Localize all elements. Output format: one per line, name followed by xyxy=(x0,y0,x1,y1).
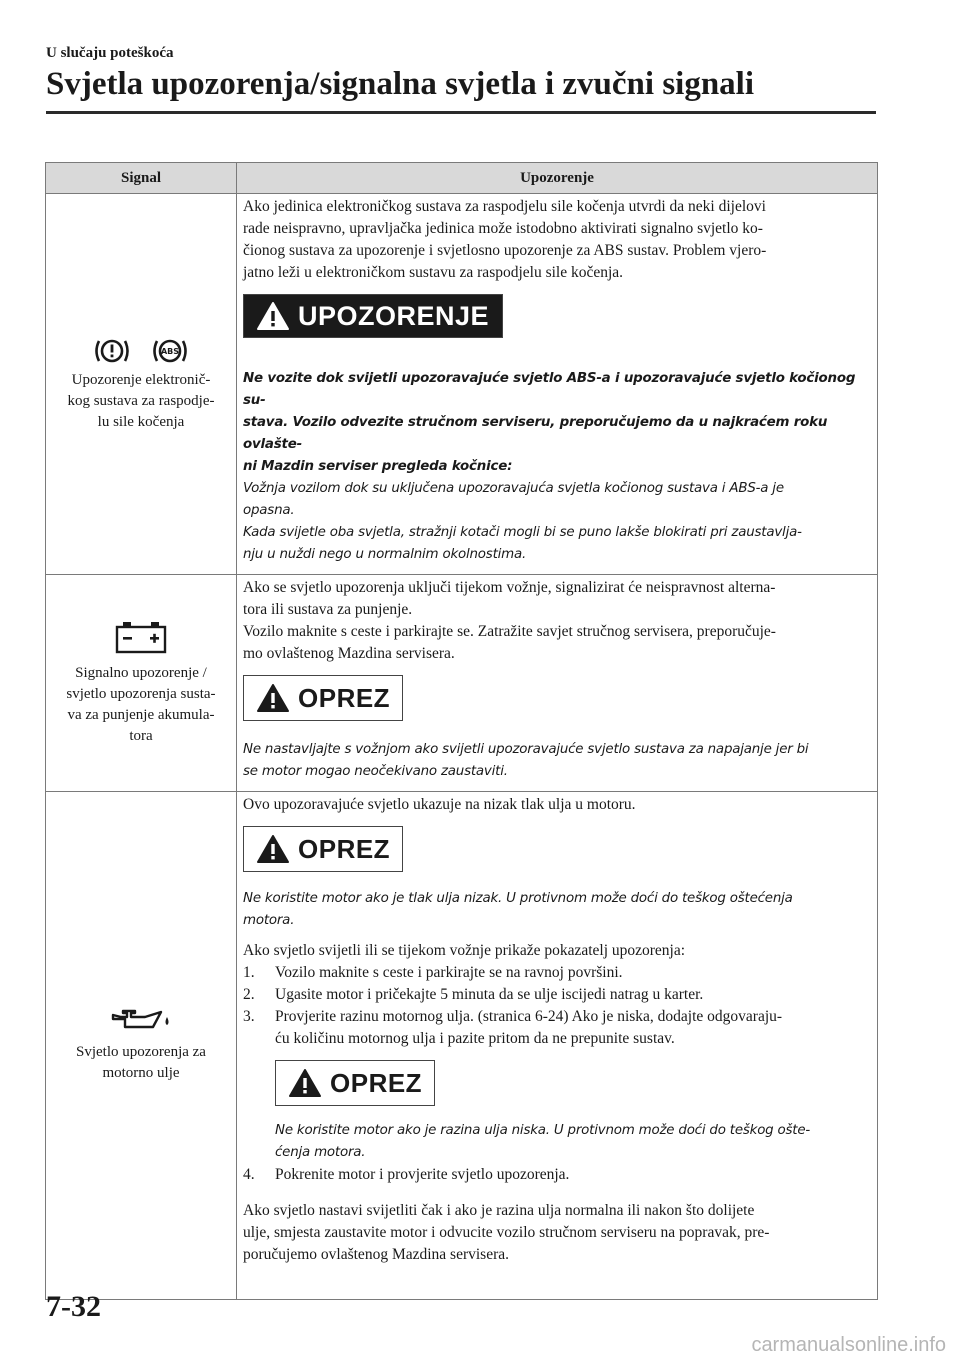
page-number: 7-32 xyxy=(46,1290,101,1323)
brake-warning-icon xyxy=(92,336,132,366)
oprez-badge: OPREZ xyxy=(243,826,403,872)
signal-caption: Svjetlo upozorenja za motorno ulje xyxy=(76,1044,206,1081)
warning-cell-brake-distribution xyxy=(237,194,878,575)
warning-triangle-icon xyxy=(288,1068,322,1098)
page-title: Svjetla upozorenja/signalna svjetla i zvučni signali xyxy=(46,66,755,102)
column-header-signal: Signal xyxy=(46,163,237,194)
oprez-badge: OPREZ xyxy=(275,1060,435,1106)
warning-lights-table xyxy=(45,162,878,1300)
warning-text: Kada svijetle oba svjetla, stražnji kotači mogli bi se puno lakše blokirati pri zaustavlja- nju u nuždi nego u normalnim okolnostima. xyxy=(243,525,802,562)
section-label: U slučaju poteškoća xyxy=(46,45,174,61)
abs-icon-text: ABS xyxy=(160,346,180,356)
oil-pressure-icon xyxy=(109,1007,173,1033)
list-item: 1. Vozilo maknite s ceste i parkirajte se na ravnoj površini. xyxy=(243,964,623,981)
warning-text: Ne koristite motor ako je tlak ulja nizak. U protivnom može doći do teškog oštećenja motora. xyxy=(243,891,793,928)
warning-triangle-icon xyxy=(256,683,290,713)
watermark: carmanualsonline.info xyxy=(751,1334,946,1356)
warning-text: Ne nastavljajte s vožnjom ako svijetli upozoravajuće svjetlo sustava za napajanje jer bi se motor mogao neočekivano zaustaviti. xyxy=(243,742,809,779)
table-row xyxy=(46,575,878,792)
column-header-warning: Upozorenje xyxy=(237,163,878,194)
warning-cell-charging xyxy=(237,575,878,792)
intro-paragraph: Ovo upozoravajuće svjetlo ukazuje na nizak tlak ulja u motoru. xyxy=(243,796,636,813)
table-header-row xyxy=(46,163,878,194)
table-row xyxy=(46,792,878,1300)
abs-warning-icon xyxy=(150,336,190,366)
warning-text: Ne koristite motor ako je razina ulja niska. U protivnom može doći do teškog ošte- ćenja motora. xyxy=(275,1123,811,1160)
signal-caption: Upozorenje elektronič- kog sustava za raspodje- lu sile kočenja xyxy=(67,371,215,430)
outro-paragraph: Ako svjetlo nastavi svijetliti čak i ako je razina ulja normalna ili nakon što dolijete ulje, smjesta zaustavite motor i odvucite vozilo stručnom serviseru na popravak, pre- poručujemo ovlaštenog Mazdina servisera. xyxy=(243,1202,770,1263)
description-paragraph: Ako se svjetlo upozorenja uključi tijekom vožnje, signalizirat će neispravnost alterna- tora ili sustava za punjenje. Vozilo maknite s ceste i parkirajte se. Zatražite savjet stručnog servisera, preporučuje- mo ovlaštenog Mazdina servisera. xyxy=(243,579,776,662)
signal-cell-oil xyxy=(46,792,237,1300)
oprez-badge: OPREZ xyxy=(243,675,403,721)
step3-caution xyxy=(243,1050,871,1164)
header-rule xyxy=(46,111,876,114)
signal-cell-brake-distribution xyxy=(46,194,237,575)
warning-triangle-icon xyxy=(256,834,290,864)
signal-caption: Signalno upozorenje / svjetlo upozorenja susta- va za punjenje akumula- tora xyxy=(66,664,216,744)
page-header xyxy=(46,44,876,104)
description-paragraph: Ako jedinica elektroničkog sustava za raspodjelu sile kočenja utvrdi da neki dijelovi rade neispravno, upravljačka jedinica može istodobno aktivirati signalno svjetlo ko- čionog sustava za upozorenje i svjetlosno upozorenje za ABS sustav. Problem vjero- jatno leži u elektroničkom sustavu za raspodjelu sile kočenja. xyxy=(243,198,767,281)
steps-intro: Ako svjetlo svijetli ili se tijekom vožnje prikaže pokazatelj upozorenja: xyxy=(243,942,686,959)
list-item: 4. Pokrenite motor i provjerite svjetlo upozorenja. xyxy=(243,1166,570,1183)
signal-cell-charging xyxy=(46,575,237,792)
signal-icons xyxy=(50,336,232,366)
warning-bold-text: Ne vozite dok svijetli upozoravajuće svjetlo ABS-a i upozoravajuće svjetlo kočionog su- stava. Vozilo odvezite stručnom serviseru, preporučujemo da u najkraćem roku ovlašte- ni Mazdin serviser pregleda kočnice: xyxy=(243,371,856,474)
warning-triangle-icon xyxy=(256,301,290,331)
warning-text: Vožnja vozilom dok su uključena upozoravajuća svjetla kočionog sustava i ABS-a je opasna. xyxy=(243,481,784,518)
warning-cell-oil xyxy=(237,792,878,1300)
battery-charge-icon xyxy=(114,620,168,654)
table-row xyxy=(46,194,878,575)
steps-list xyxy=(243,1164,871,1186)
steps-list xyxy=(243,962,871,1050)
list-item: 3. Provjerite razinu motornog ulja. (stranica 6-24) Ako je niska, dodajte odgovaraju- ću količinu motornog ulja i pazite pritom da ne prepunite sustav. xyxy=(243,1008,783,1047)
upozorenje-badge: UPOZORENJE xyxy=(243,294,503,338)
list-item: 2. Ugasite motor i pričekajte 5 minuta da se ulje iscijedi natrag u karter. xyxy=(243,986,704,1003)
